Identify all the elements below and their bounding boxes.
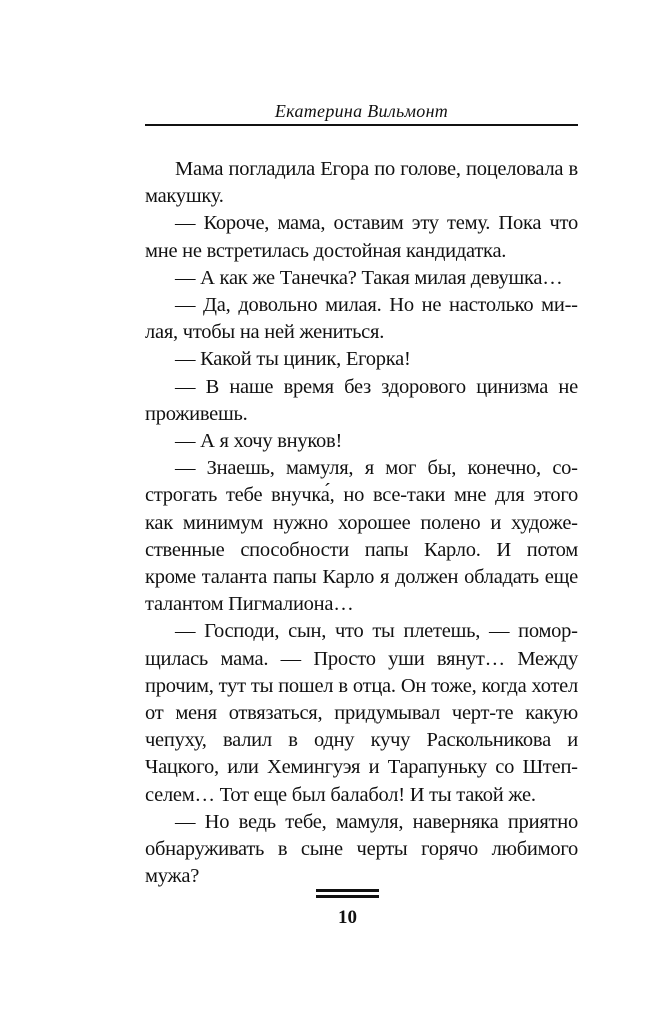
paragraph-3: — А как же Танечка? Такая милая девушка… <box>175 266 563 289</box>
ornament-rule-top <box>316 889 379 892</box>
page-number: 10 <box>338 907 357 928</box>
header-rule <box>145 124 578 126</box>
paragraph-9: — Господи, сын, что ты плетешь, — поморщилась мама. — Просто уши вянут… Между прочим, тут ты пошел в отца. Он тоже, когда хотел от меня отвязаться, придумывал черт-те какую чепуху, валил в одну кучу Раскольникова и Чацкого, или Хемингуэя и Тарапуньку со Штепселем… Тот еще был балабол! И ты такой же. <box>145 620 578 806</box>
paragraph-8: — Знаешь, мамуля, я мог бы, конечно, сострогать тебе внучка́, но все-таки мне для этого как минимум нужно хорошее полено и художественные способности папы Карло. И потом кроме таланта папы Карло я должен обладать еще талантом Пигмалиона… <box>145 457 578 616</box>
ornament-rule-bottom <box>316 895 379 898</box>
paragraph-1: Мама погладила Егора по голове, поцеловала в макушку. <box>145 158 578 208</box>
page-number-ornament <box>316 889 379 900</box>
paragraph-10: — Но ведь тебе, мамуля, наверняка приятно обнаруживать в сыне черты горячо любимого мужа? <box>145 810 578 888</box>
paragraph-6: — В наше время без здорового цинизма не проживешь. <box>145 375 578 425</box>
paragraph-5: — Какой ты циник, Егорка! <box>175 348 411 371</box>
body-text <box>145 156 578 890</box>
paragraph-7: — А я хочу внуков! <box>175 430 343 453</box>
paragraph-2: — Короче, мама, оставим эту тему. Пока что мне не встретилась достойная кандидатка. <box>145 212 578 262</box>
running-head-author: Екатерина Вильмонт <box>274 101 449 121</box>
paragraph-4: — Да, довольно милая. Но не настолько ми-лая, чтобы на ней жениться. <box>145 294 578 344</box>
